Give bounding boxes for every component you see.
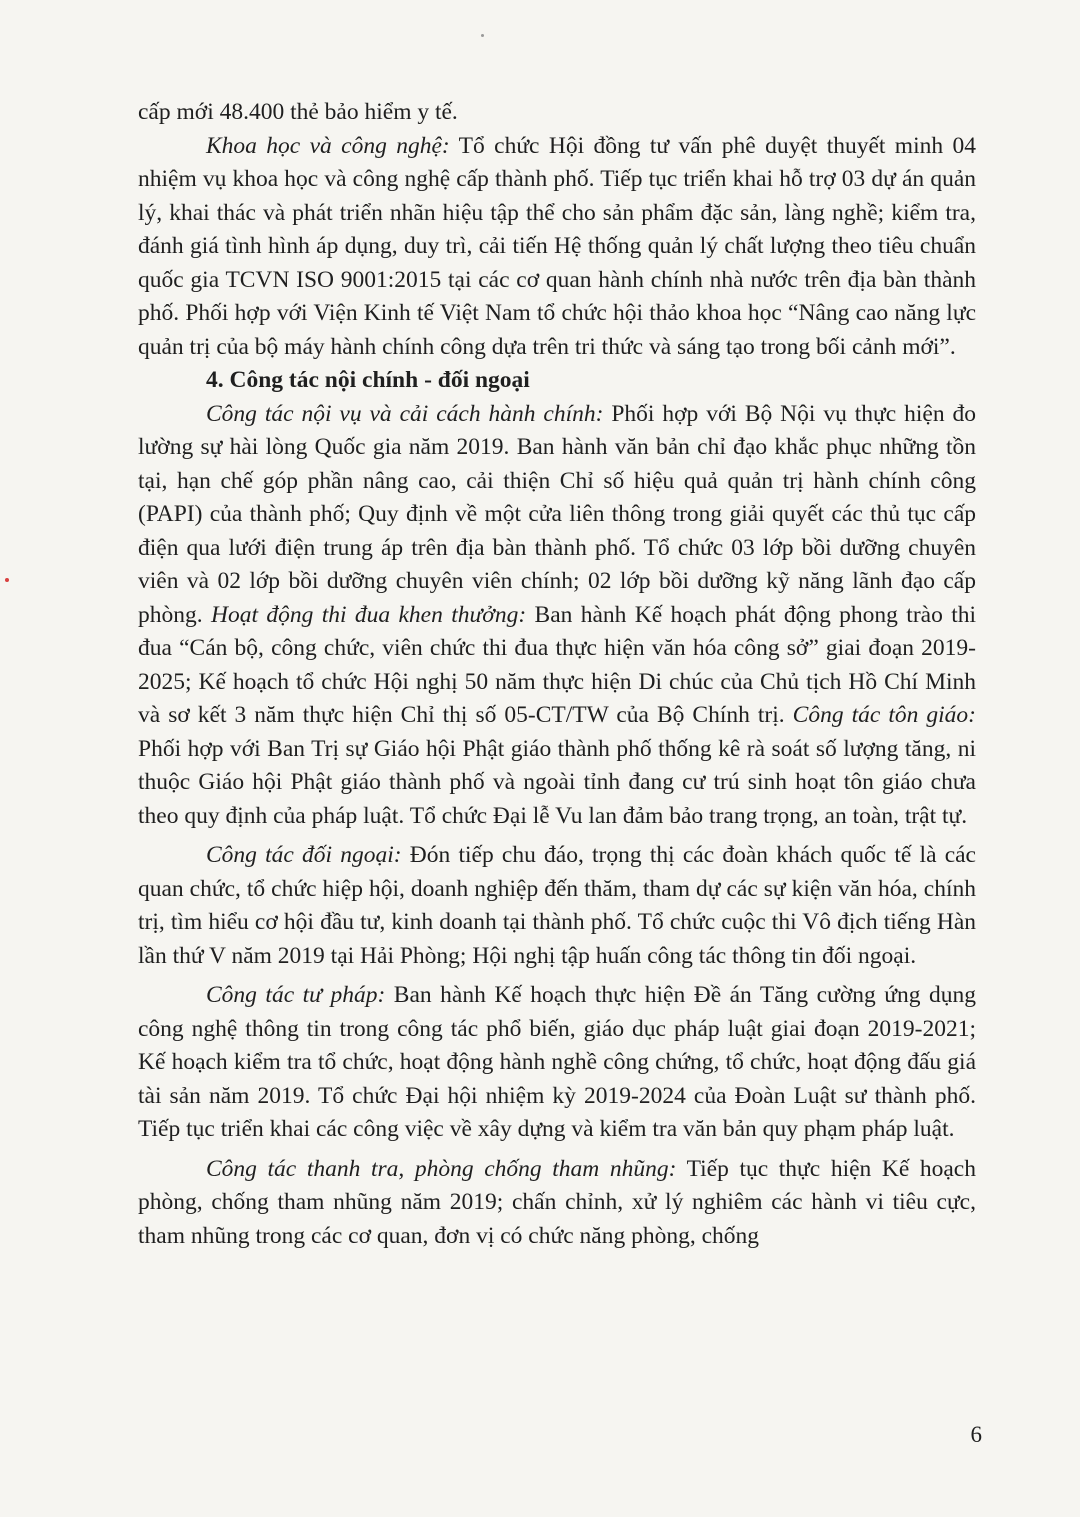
margin-mark [5,578,9,582]
paragraph-justice: Công tác tư pháp: Ban hành Kế hoạch thực hiện Đề án Tăng cường ứng dụng công nghệ thông tin trong công tác phổ biến, giáo dục pháp luật giai đoạn 2019-2021; Kế hoạch kiểm tra tổ chức, hoạt động hành nghề công chứng, tổ chức, hoạt động đấu giá tài sản năm 2019. Tổ chức Đại hội nhiệm kỳ 2019-2024 của Đoàn Luật sư thành phố. Tiếp tục triển khai các công việc về xây dựng và kiểm tra văn bản quy phạm pháp luật. [138,982,976,1142]
scan-speck [481,34,484,37]
page-number: 6 [970,1422,982,1447]
paragraph-inspection: Công tác thanh tra, phòng chống tham nhũng: Tiếp tục thực hiện Kế hoạch phòng, chống tham nhũng năm 2019; chấn chỉnh, xử lý nghiêm các hành vi tiêu cực, tham nhũng trong các cơ quan, đơn vị có chức năng phòng, chống [138,1155,976,1249]
lead-internal-affairs: Công tác nội vụ và cải cách hành chính: [206,400,604,427]
lead-religion: Công tác tôn giáo: [792,702,976,728]
lead-emulation-rewards: Hoạt động thi đua khen thưởng: [210,601,527,628]
lead-foreign-affairs: Công tác đối ngoại: [206,842,402,868]
lead-science-technology: Khoa học và công nghệ: [206,132,450,159]
section-heading: 4. Công tác nội chính - đối ngoại [206,367,530,393]
lead-inspection: Công tác thanh tra, phòng chống tham nhũng: [206,1155,677,1182]
paragraph-internal-affairs: Công tác nội vụ và cải cách hành chính: Phối hợp với Bộ Nội vụ thực hiện đo lường sự hài lòng Quốc gia năm 2019. Ban hành văn bản chỉ đạo khắc phục những tồn tại, hạn chế góp phần nâng cao, cải thiện Chỉ số hiệu quả quản trị hành chính công (PAPI) của thành phố; Quy định về một cửa liên thông trong giải quyết các thủ tục cấp điện qua lưới điện trung áp trên địa bàn thành phố. Tổ chức 03 lớp bồi dưỡng chuyên viên và 02 lớp bồi dưỡng chuyên viên chính; 02 lớp bồi dưỡng kỹ năng lãnh đạo cấp phòng. Hoạt động thi đua khen thưởng: Ban hành Kế hoạch phát động phong trào thi đua “Cán bộ, công chức, viên chức thi đua thực hiện văn hóa công sở” giai đoạn 2019-2025; Kế hoạch tổ chức Hội nghị 50 năm thực hiện Di chúc của Chủ tịch Hồ Chí Minh và sơ kết 3 năm thực hiện Chỉ thị số 05-CT/TW của Bộ Chính trị. Công tác tôn giáo: Phối hợp với Ban Trị sự Giáo hội Phật giáo thành phố thống kê rà soát số lượng tăng, ni thuộc Giáo hội Phật giáo thành phố và ngoài tỉnh đang cư trú sinh hoạt tôn giáo chưa theo quy định của pháp luật. Tổ chức Đại lễ Vu lan đảm bảo trang trọng, an toàn, trật tự. [138,400,976,829]
paragraph-science-technology: Khoa học và công nghệ: Tổ chức Hội đồng tư vấn phê duyệt thuyết minh 04 nhiệm vụ khoa học và công nghệ cấp thành phố. Tiếp tục triển khai hỗ trợ 03 dự án quản lý, khai thác và phát triển nhãn hiệu tập thể cho sản phẩm đặc sản, làng nghề; kiểm tra, đánh giá tình hình áp dụng, duy trì, cải tiến Hệ thống quản lý chất lượng theo tiêu chuẩn quốc gia TCVN ISO 9001:2015 tại các cơ quan hành chính nhà nước trên địa bàn thành phố. Phối hợp với Viện Kinh tế Việt Nam tổ chức hội thảo khoa học “Nâng cao năng lực quản trị của bộ máy hành chính công dựa trên tri thức và sáng tạo trong bối cảnh mới”. [138,132,976,360]
paragraph-foreign-affairs: Công tác đối ngoại: Đón tiếp chu đáo, trọng thị các đoàn khách quốc tế là các quan chức, tổ chức hiệp hội, doanh nghiệp đến thăm, tham dự các sự kiện văn hóa, chính trị, tìm hiểu cơ hội đầu tư, kinh doanh tại thành phố. Tổ chức cuộc thi Vô địch tiếng Hàn lần thứ V năm 2019 tại Hải Phòng; Hội nghị tập huấn công tác thông tin đối ngoại. [138,842,976,969]
lead-justice: Công tác tư pháp: [206,982,386,1008]
document-body [138,96,976,1253]
paragraph-health-insurance: cấp mới 48.400 thẻ bảo hiểm y tế. [138,99,458,125]
